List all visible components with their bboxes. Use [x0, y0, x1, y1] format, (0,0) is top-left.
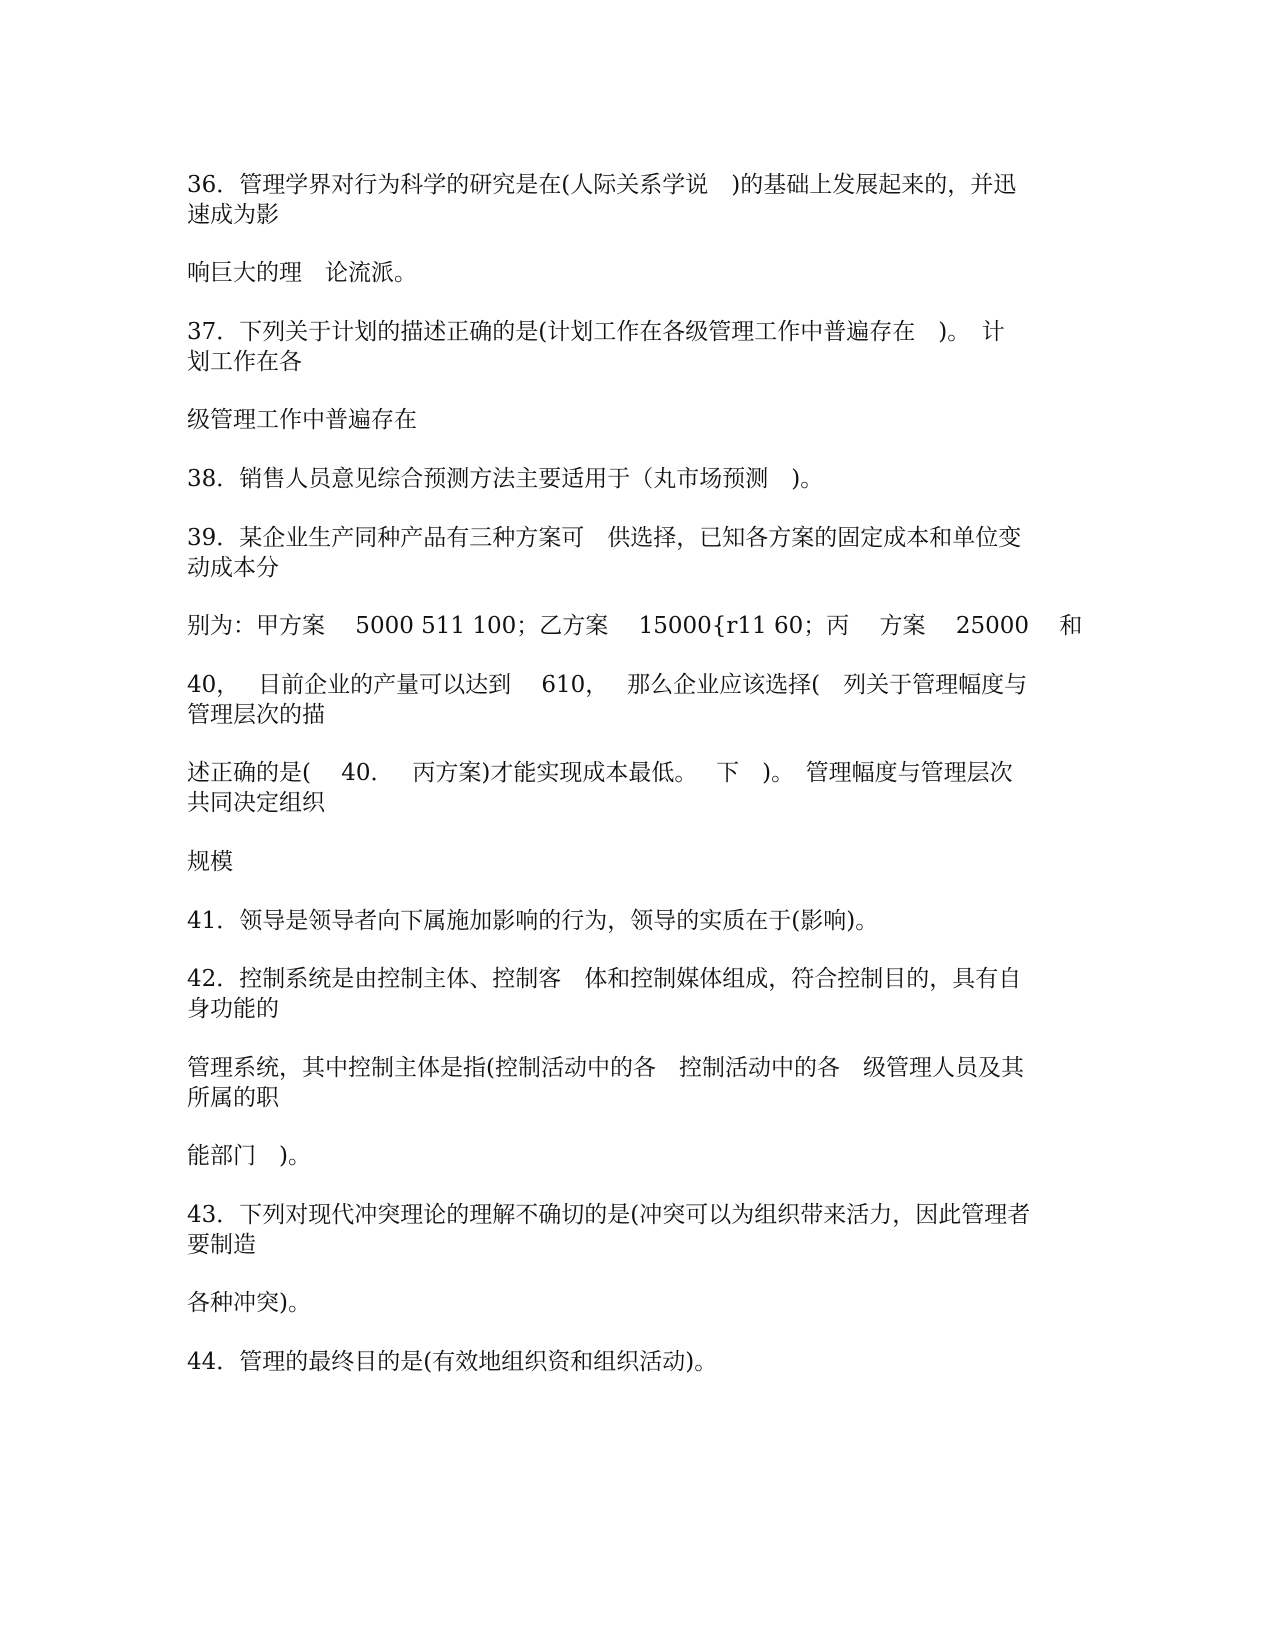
text-line: 42．控制系统是由控制主体、控制客 体和控制媒体组成，符合控制目的，具有自: [187, 966, 1022, 992]
text-line: 38．销售人员意见综合预测方法主要适用于（丸市场预测 )。: [187, 466, 824, 492]
text-line: 别为：甲方案 5000 511 100；乙方案 15000{r11 60；丙 方案 25000 和: [187, 613, 1083, 639]
text-line: 速成为影: [187, 202, 279, 228]
text-line: 管理层次的描: [187, 702, 325, 728]
text-line: 44．管理的最终目的是(有效地组织资和组织活动)。: [187, 1349, 718, 1375]
text-line: 级管理工作中普遍存在: [187, 407, 417, 433]
text-line: 响巨大的理 论流派。: [187, 260, 417, 286]
text-line: 所属的职: [187, 1085, 279, 1111]
text-line: 37．下列关于计划的描述正确的是(计划工作在各级管理工作中普遍存在 )。 计: [187, 319, 1005, 345]
text-line: 40， 目前企业的产量可以达到 610， 那么企业应该选择( 列关于管理幅度与: [187, 672, 1028, 698]
text-line: 43．下列对现代冲突理论的理解不确切的是(冲突可以为组织带来活力，因此管理者: [187, 1202, 1031, 1228]
text-line: 要制造: [187, 1232, 256, 1258]
text-line: 共同决定组织: [187, 790, 325, 816]
text-line: 述正确的是( 40． 丙方案)才能实现成本最低。 下 )。 管理幅度与管理层次: [187, 760, 1013, 786]
text-line: 管理系统，其中控制主体是指(控制活动中的各 控制活动中的各 级管理人员及其: [187, 1055, 1024, 1081]
text-line: 39．某企业生产同种产品有三种方案可 供选择，已知各方案的固定成本和单位变: [187, 525, 1022, 551]
text-line: 36．管理学界对行为科学的研究是在(人际关系学说 )的基础上发展起来的，并迅: [187, 172, 1017, 198]
text-line: 划工作在各: [187, 349, 302, 375]
text-line: 动成本分: [187, 555, 279, 581]
text-line: 能部门 )。: [187, 1143, 311, 1169]
text-line: 身功能的: [187, 996, 279, 1022]
text-line: 各种冲突)。: [187, 1290, 311, 1316]
text-line: 41．领导是领导者向下属施加影响的行为，领导的实质在于(影响)。: [187, 908, 879, 934]
text-line: 规模: [187, 849, 233, 875]
